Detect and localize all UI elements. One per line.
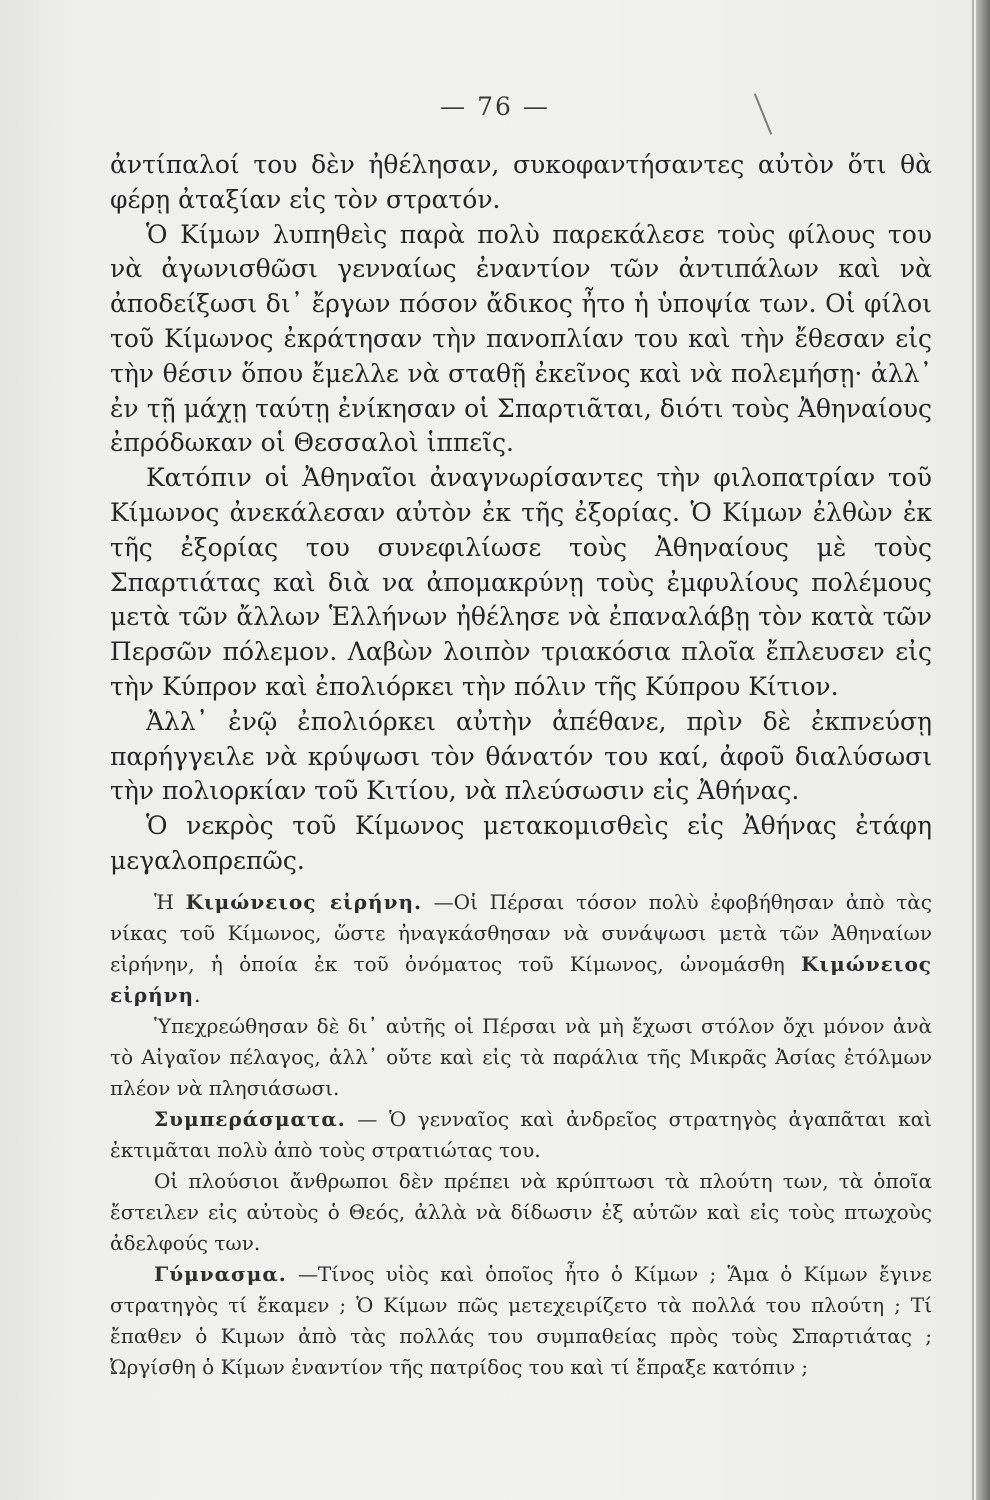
peace-term: Κιμώνειος εἰρήνη. <box>185 889 422 914</box>
paragraph-intro: ἀντίπαλοί του δὲν ἠθέλησαν, συκοφαντήσαντες αὐτὸν ὅτι θὰ φέρῃ ἀταξίαν εἰς τὸν στρατόν. <box>110 150 932 214</box>
peace-term-repeat: Κιμώνειος εἰρήνη <box>110 951 932 1007</box>
page-edge-shadow <box>976 0 990 1500</box>
exercise-label: Γύμνασμα. <box>154 1261 287 1286</box>
paragraph-recall: Κατόπιν οἱ Ἀθηναῖοι ἀναγνωρίσαντες τὴν φιλοπατρίαν τοῦ Κίμωνος ἀνεκάλεσαν αὐτὸν ἐκ τῆς ἐξορίας. Ὁ Κίμων ἐλθὼν ἐκ τῆς ἐξορίας του συνεφιλίωσε τοὺς Ἀθηναίους μὲ τοὺς Σπαρτιάτας καὶ διὰ να ἀπομακρύνῃ τοὺς ἐμφυλίους πολέμους μετὰ τῶν ἄλλων Ἑλλήνων ἠθέλησε νὰ ἐπαναλάβῃ τὸν κατὰ τῶν Περσῶν πόλεμον. Λαβὼν λοιπὸν τριακόσια πλοῖα ἔπλευσεν εἰς τὴν Κύπρον καὶ ἐπολιόρκει τὴν πόλιν τῆς Κύπρου Κίτιον. <box>110 463 932 701</box>
page-edge-line <box>972 0 974 1500</box>
peace-note-end: . <box>194 982 201 1007</box>
peace-note-text: —Οἱ Πέρσαι τόσον πολὺ ἐφοβήθησαν ἀπὸ τὰς νίκας τοῦ Κίμωνος, ὥστε ἠναγκάσθησαν νὰ συνάψωσι μετὰ τῶν Ἀθηναίων εἰρήνην, ἡ ὁποία ἐκ τοῦ ὀνόματος τοῦ Κίμωνος, ὠνομάσθη <box>110 889 932 976</box>
page-body <box>110 148 932 1383</box>
paragraph-burial: Ὁ νεκρὸς τοῦ Κίμωνος μετακομισθεὶς εἰς Ἀθήνας ἐτάφη μεγαλοπρεπῶς. <box>110 811 932 875</box>
conclusions-text: — Ὁ γενναῖος καὶ ἀνδρεῖος στρατηγὸς ἀγαπᾶται καὶ ἐκτιμᾶται πολὺ ἀπὸ τοὺς στρατιώτας του. <box>110 1106 932 1162</box>
conclusions-heading <box>110 1104 932 1166</box>
exercise-questions: —Τίνος υἱὸς καὶ ὁποῖος ἦτο ὁ Κίμων ; Ἅμα ὁ Κίμων ἔγινε στρατηγὸς τί ἔκαμεν ; Ὁ Κίμων πῶς μετεχειρίζετο τὰ πολλά του πλούτη ; Τί ἔπαθεν ὁ Κιμων ἀπὸ τὰς πολλάς του συμπαθείας πρὸς τοὺς Σπαρτιάτας ; Ὠργίσθη ὁ Κίμων ἐναντίον τῆς πατρίδος του καὶ τί ἔπραξε κατόπιν ; <box>110 1261 932 1379</box>
page-number: — 76 — <box>440 92 550 121</box>
peace-note-consequence: Ὑπεχρεώθησαν δὲ δι᾽ αὐτῆς οἱ Πέρσαι νὰ μὴ ἔχωσι στόλον ὄχι μόνον ἀνὰ τὸ Αἰγαῖον πέλαγος, ἀλλ᾽ οὔτε καὶ εἰς τὰ παράλια τῆς Μικρᾶς Ἀσίας ἐτόλμων πλέον νὰ πλησιάσωσι. <box>110 1013 932 1100</box>
exercise <box>110 1259 932 1383</box>
conclusions-text-2: Οἱ πλούσιοι ἄνθρωποι δὲν πρέπει νὰ κρύπτωσι τὰ πλούτη των, τὰ ὁποῖα ἔστειλεν εἰς αὐτοὺς ὁ Θεός, ἀλλὰ νὰ δίδωσιν ἐξ αὐτῶν καὶ εἰς τοὺς πτωχοὺς ἀδελφούς των. <box>110 1168 932 1255</box>
peace-note <box>110 887 932 1011</box>
paragraph-friends: Ὁ Κίμων λυπηθεὶς παρὰ πολὺ παρεκάλεσε τοὺς φίλους του νὰ ἀγωνισθῶσι γενναίως ἐναντίον τῶν ἀντιπάλων καὶ νὰ ἀποδείξωσι δι᾽ ἔργων πόσον ἄδικος ἦτο ἡ ὑποψία των. Οἱ φίλοι τοῦ Κίμωνος ἐκράτησαν τὴν πανοπλίαν του καὶ τὴν ἔθεσαν εἰς τὴν θέσιν ὅπου ἔμελλε νὰ σταθῇ ἐκεῖνος καὶ νὰ πολεμήσῃ· ἀλλ᾽ ἐν τῇ μάχῃ ταύτῃ ἐνίκησαν οἱ Σπαρτιᾶται, διότι τοὺς Ἀθηναίους ἐπρόδωκαν οἱ Θεσσαλοὶ ἱππεῖς. <box>110 219 932 458</box>
paragraph-death: Ἀλλ᾽ ἐνῷ ἐπολιόρκει αὐτὴν ἀπέθανε, πρὶν δὲ ἐκπνεύσῃ παρήγγειλε νὰ κρύψωσι τὸν θάνατόν του καί, ἀφοῦ διαλύσωσι τὴν πολιορκίαν τοῦ Κιτίου, νὰ πλεύσωσιν εἰς Ἀθήνας. <box>110 706 932 806</box>
peace-note-lead: Ἡ <box>154 889 174 914</box>
conclusions-label: Συμπεράσματα. <box>154 1106 346 1131</box>
